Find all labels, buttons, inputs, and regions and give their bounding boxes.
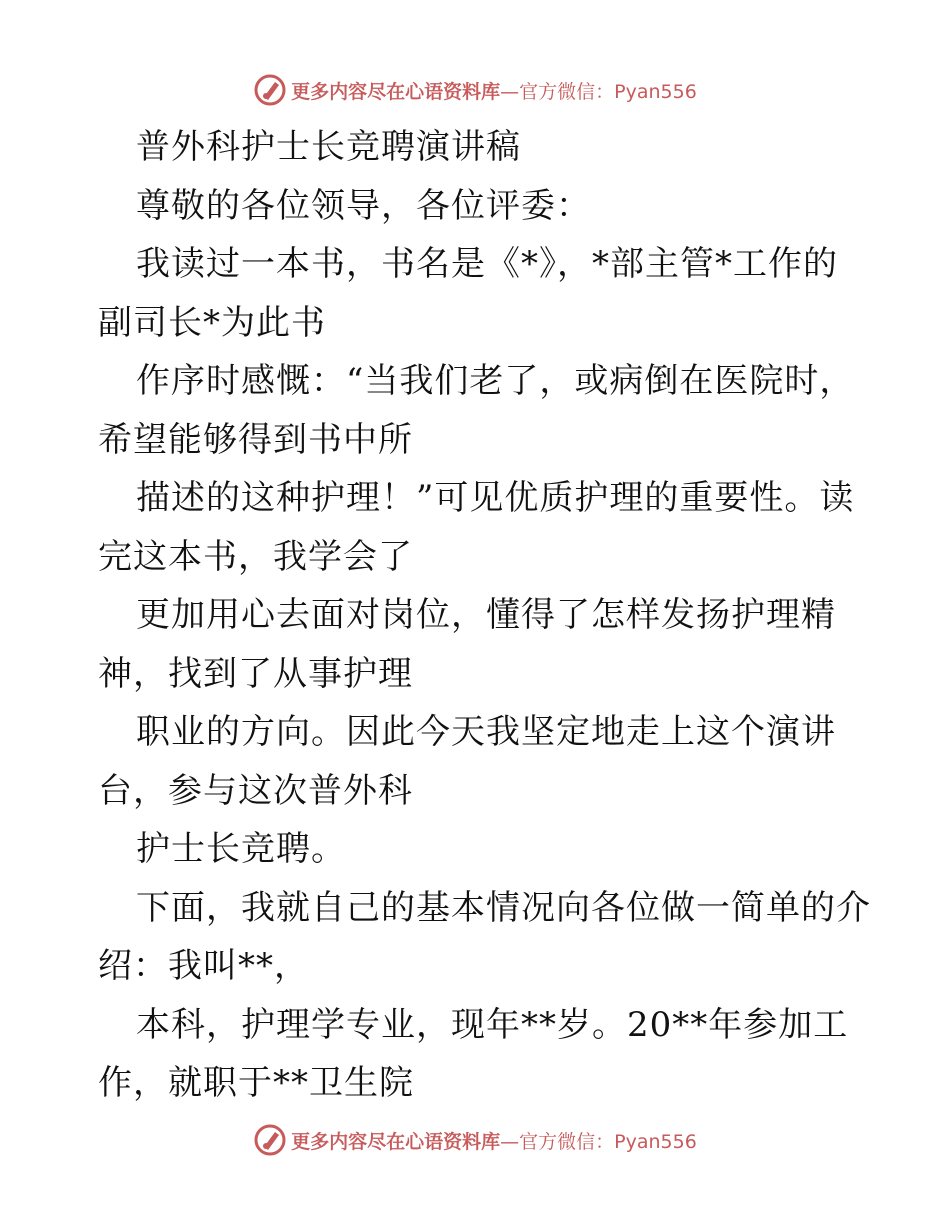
paragraph-line: 更加用心去面对岗位，懂得了怎样发扬护理精 xyxy=(136,595,836,635)
paragraph-line: 作序时感慨：“当我们老了，或病倒在医院时， xyxy=(136,361,855,401)
document-body xyxy=(98,118,871,1113)
banner-text-left: 更多内容尽在心语资料库 xyxy=(291,1130,501,1153)
paragraph-line: 护士长竞聘。 xyxy=(136,829,346,869)
paragraph-line: 下面，我就自己的基本情况向各位做一简单的介 xyxy=(136,887,871,928)
document-title: 普外科护士长竞聘演讲稿 xyxy=(136,127,521,167)
paragraph-line: 职业的方向。因此今天我坚定地走上这个演讲 xyxy=(136,712,836,752)
paragraph-line: 本科，护理学专业，现年**岁。20**年参加工 xyxy=(136,1004,849,1045)
paragraph-line: 神，找到了从事护理 xyxy=(98,653,413,694)
header-banner xyxy=(0,70,950,110)
banner-text-right: —官方微信：Pyan556 xyxy=(500,1130,697,1153)
paragraph-line: 我读过一本书，书名是《*》，*部主管*工作的 xyxy=(136,244,838,284)
pen-circle-icon xyxy=(253,1123,287,1157)
banner-text-left: 更多内容尽在心语资料库 xyxy=(291,80,501,103)
footer-banner xyxy=(0,1120,950,1160)
paragraph-line: 绍：我叫**， xyxy=(98,946,309,986)
paragraph-line: 希望能够得到书中所 xyxy=(98,419,413,460)
paragraph-line: 作，就职于**卫生院 xyxy=(98,1063,414,1103)
paragraph-line: 台，参与这次普外科 xyxy=(98,770,413,811)
banner-text-right: —官方微信：Pyan556 xyxy=(500,80,697,103)
paragraph-line: 副司长*为此书 xyxy=(98,302,326,343)
paragraph-line: 尊敬的各位领导，各位评委： xyxy=(136,185,591,226)
paragraph-line: 描述的这种护理！”可见优质护理的重要性。读 xyxy=(136,478,855,518)
paragraph-line: 完这本书，我学会了 xyxy=(98,536,413,577)
pen-circle-icon xyxy=(253,73,287,107)
